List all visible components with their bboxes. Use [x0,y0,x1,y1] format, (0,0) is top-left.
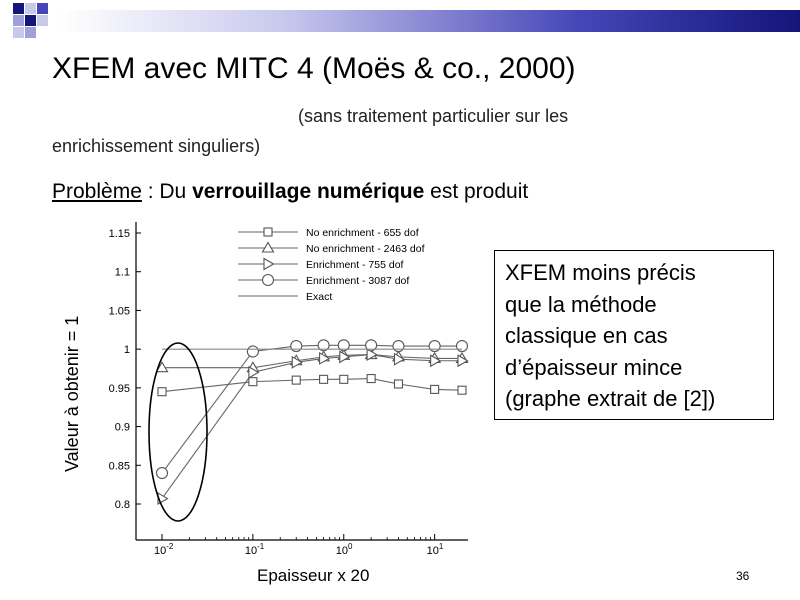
data-point [393,341,404,352]
problem-separator: : Du [141,180,193,203]
legend-marker [263,275,274,286]
data-point [247,346,258,357]
x-tick-base: 10 [335,545,349,557]
page-number: 36 [736,569,750,583]
highlight-ellipse [149,343,207,521]
legend-marker [263,243,274,253]
legend-label: No enrichment - 2463 dof [306,243,425,255]
y-tick-label: 0.85 [108,460,130,473]
slide-subtitle-line1: (sans traitement particulier sur les [298,106,569,126]
data-point [320,375,328,383]
slide-subtitle-line2: enrichissement singuliers) [52,136,261,156]
callout-line: (graphe extrait de [2]) [505,386,716,411]
problem-end: est produit [424,180,529,203]
callout-line: classique en cas [505,323,668,348]
x-tick-label [427,542,444,557]
data-point [158,388,166,396]
series-line [162,355,462,368]
y-tick-label: 1 [123,344,130,357]
data-point [457,341,468,352]
x-tick-exponent: 1 [438,542,444,551]
x-tick-exponent: -2 [166,542,174,551]
x-tick-base: 10 [426,545,439,557]
problem-label: Problème [52,180,142,203]
data-point [429,341,440,352]
data-point [367,375,375,383]
data-point [394,380,402,388]
y-tick-label: 1.15 [108,228,130,240]
y-tick-label: 0.9 [114,421,130,434]
data-point [458,386,466,394]
legend-label: Exact [306,291,333,303]
y-tick-label: 1.05 [108,305,130,318]
legend-label: Enrichment - 3087 dof [306,275,410,287]
x-tick-label [336,542,353,557]
problem-keyword: verrouillage numérique [192,180,425,203]
x-tick-exponent: 0 [348,542,353,551]
legend-marker [264,259,274,270]
callout-line: XFEM moins précis [505,260,696,285]
series-line [162,345,462,473]
x-tick-label [154,542,174,557]
x-tick-base: 10 [154,545,167,557]
chart-legend [238,227,425,303]
y-axis-label: Valeur à obtenir = 1 [62,315,82,472]
x-tick-label [245,542,265,557]
data-point [431,385,439,393]
legend-label: No enrichment - 655 dof [306,227,419,239]
callout-line: d’épaisseur mince [505,354,683,380]
data-point [340,375,348,383]
data-point [249,378,257,386]
data-point [292,376,300,384]
data-point [157,468,168,479]
x-axis-label: Epaisseur x 20 [257,566,370,585]
slide-title: XFEM avec MITC 4 (Moës & co., 2000) [52,52,576,85]
y-tick-label: 0.95 [108,382,130,395]
y-tick-label: 1.1 [114,266,130,279]
legend-marker [264,228,272,236]
series-line [162,379,462,392]
callout-box [494,250,774,420]
x-tick-base: 10 [244,545,258,557]
data-point [291,341,302,352]
callout-line: que la méthode [505,291,657,317]
y-tick-label: 0.8 [114,499,130,511]
x-tick-exponent: -1 [257,542,265,551]
legend-label: Enrichment - 755 dof [306,259,404,271]
